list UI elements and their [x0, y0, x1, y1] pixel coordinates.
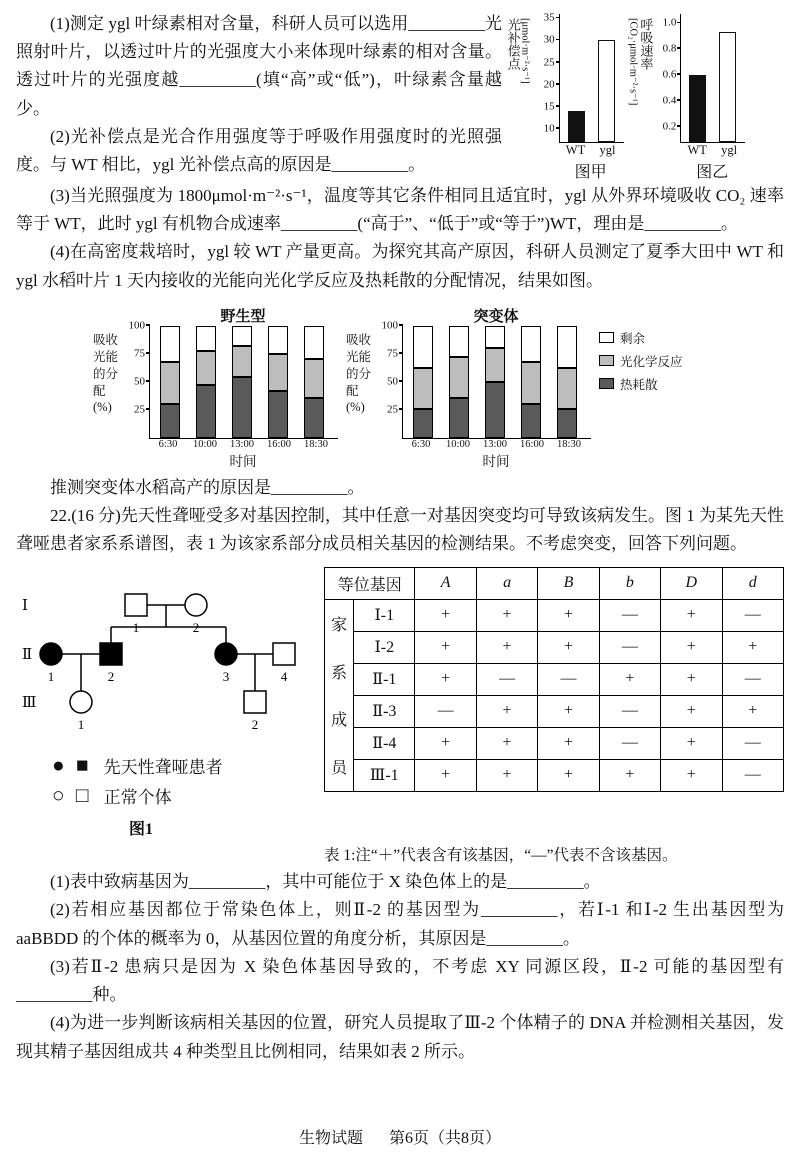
gene-mark: —	[415, 695, 476, 727]
q21-paragraph-2: (2)光补偿点是光合作用强度等于呼吸作用强度时的光照强度。与 WT 相比，ygl 光补偿点高的原因是_________。	[16, 126, 502, 175]
member-number: 2	[251, 716, 259, 732]
plot-area	[662, 14, 745, 143]
pedigree-member-Ⅰ-2	[185, 594, 207, 616]
legend-item	[599, 329, 707, 347]
legend-item	[599, 375, 707, 393]
pedigree-figure	[16, 567, 316, 839]
q22-question-2: (2)若相应基因都位于常染色体上，则Ⅱ-2 的基因型为_________，若Ⅰ-1 和Ⅰ-2 生出基因型为 aaBBDD 的个体的概率为 0，从基因位置的角度分析，其原因是_________。	[16, 900, 784, 948]
member-number: 1	[77, 716, 85, 732]
y-tick-label: 0.6	[662, 68, 677, 81]
member-number: 1	[132, 619, 140, 635]
y-tick-label: 75	[387, 347, 398, 360]
y-tick-mark	[556, 61, 560, 63]
page-footer	[0, 1125, 800, 1148]
x-axis-title: 时间	[229, 453, 257, 469]
y-axis-label: 吸收光能的分配(%)	[346, 332, 372, 415]
x-axis-labels	[149, 439, 337, 450]
member-number: 2	[192, 619, 200, 635]
y-tick-mark	[399, 408, 403, 410]
q22-intro: 22.(16 分)先天性聋哑受多对基因控制，其中任意一对基因突变均可导致该病发生。图 1 为某先天性聋哑患者家系系谱图，表 1 为该家系部分成员相关基因的检测结果。不考虑突变，回答下列问题。	[16, 506, 784, 554]
y-axis-unit: [μmol·m⁻²·s⁻¹]	[519, 18, 531, 84]
gene-mark: +	[415, 727, 476, 759]
y-tick-label: 10	[543, 122, 555, 135]
y-axis-unit: [CO₂·μmol·m⁻²·s⁻¹]	[627, 18, 639, 106]
plot-area	[128, 319, 338, 439]
plot-area	[381, 319, 591, 439]
stacked-segment-光化学反应	[304, 359, 324, 397]
y-tick-mark	[556, 105, 560, 107]
gene-mark: —	[599, 695, 660, 727]
plot-column	[652, 14, 745, 182]
stacked-segment-光化学反应	[521, 362, 541, 405]
gene-mark: +	[538, 695, 599, 727]
pedigree-member-Ⅰ-1	[125, 594, 147, 616]
member-id: Ⅱ-4	[354, 727, 415, 759]
y-tick-mark	[146, 324, 150, 326]
chart-title: 突变体	[473, 308, 519, 325]
y-tick-label: 0.8	[662, 42, 677, 55]
legend-label: 剩余	[620, 331, 646, 346]
gene-detection-table	[324, 567, 784, 792]
table-header-allele: 等位基因	[325, 567, 415, 599]
x-tick-label: 10:00	[446, 438, 470, 450]
gene-mark: +	[538, 599, 599, 631]
x-axis-labels	[402, 439, 590, 450]
member-number: 3	[222, 668, 230, 684]
chart-body	[628, 14, 746, 182]
gene-mark: —	[476, 663, 537, 695]
question21-text-column	[16, 10, 506, 182]
stacked-segment-剩余	[196, 326, 216, 351]
q21-paragraph-4: (4)在高密度栽培时，ygl 较 WT 产量更高。为探究其高产原因，科研人员测定了夏季大田中 WT 和 ygl 水稻叶片 1 天内接收的光能向光化学反应及热耗散的分配情况，结果如图。	[16, 242, 784, 290]
y-tick-label: 100	[128, 319, 145, 332]
footer-page-number: 第6页（共8页）	[389, 1130, 502, 1147]
x-tick-label: 10:00	[193, 438, 217, 450]
gene-mark: —	[722, 599, 784, 631]
table-row	[325, 759, 784, 791]
gene-mark: +	[415, 759, 476, 791]
y-tick-mark	[399, 352, 403, 354]
chart-caption: 图乙	[696, 164, 729, 181]
stacked-segment-热耗散	[304, 398, 324, 438]
data-bar-WT	[689, 75, 706, 142]
gene-mark: +	[476, 631, 537, 663]
member-id: Ⅰ-1	[354, 599, 415, 631]
stacked-segment-光化学反应	[485, 348, 505, 382]
y-tick-label: 20	[543, 78, 555, 91]
x-axis-labels	[680, 143, 744, 158]
gene-mark: +	[661, 663, 722, 695]
chart-body	[346, 319, 591, 439]
table1-note: 表 1:注“＋”代表含有该基因，“—”代表不含该基因。	[324, 846, 678, 864]
stacked-segment-光化学反应	[160, 362, 180, 405]
y-tick-mark	[556, 39, 560, 41]
y-tick-mark	[556, 83, 560, 85]
chart-legend	[599, 305, 707, 470]
stacked-segment-剩余	[449, 326, 469, 357]
pedigree-legend	[52, 753, 316, 808]
legend-swatch	[599, 332, 614, 343]
stacked-segment-光化学反应	[196, 351, 216, 386]
y-tick-label: 50	[387, 375, 398, 388]
q21-paragraph-1: (1)测定 ygl 叶绿素相对含量，科研人员可以选用_________光照射叶片，以透过叶片的光强度大小来体现叶绿素的相对含量。透过叶片的光强度越_________(填“高”或“低”)，叶绿素含量越少。	[16, 14, 502, 118]
chart-mutant	[346, 305, 591, 470]
gene-mark: —	[722, 759, 784, 791]
pedigree-member-Ⅱ-4	[273, 643, 295, 665]
y-tick-label: 15	[543, 100, 555, 113]
stacked-segment-热耗散	[521, 404, 541, 438]
gene-mark: —	[599, 631, 660, 663]
gene-mark: +	[661, 599, 722, 631]
pedigree-legend-symbols: ● ■	[52, 752, 92, 777]
legend-item	[599, 352, 707, 370]
x-tick-label: ygl	[599, 143, 616, 157]
stacked-segment-光化学反应	[413, 368, 433, 408]
y-tick-label: 25	[543, 56, 555, 69]
gene-mark: +	[722, 695, 784, 727]
gene-mark: +	[415, 631, 476, 663]
member-id: Ⅱ-3	[354, 695, 415, 727]
pedigree-member-Ⅲ-1	[70, 691, 92, 713]
allele-column-d: d	[722, 567, 784, 599]
x-tick-label: 16:00	[267, 438, 291, 450]
pedigree-legend-label: 正常个体	[103, 787, 172, 807]
gene-mark: +	[476, 599, 537, 631]
y-tick-mark	[677, 73, 681, 75]
x-tick-label: WT	[687, 143, 707, 157]
stacked-segment-剩余	[557, 326, 577, 369]
plot-column	[531, 11, 624, 182]
footer-title: 生物试题	[298, 1130, 363, 1147]
q22-question-4: (4)为进一步判断该病相关基因的位置，研究人员提取了Ⅲ-2 个体精子的 DNA 并检测相关基因，发现其精子基因组成共 4 种类型且比例相同，结果如表 2 所示。	[16, 1013, 784, 1061]
gene-mark: —	[722, 727, 784, 759]
data-bar-ygl	[719, 32, 736, 142]
allele-column-b: b	[599, 567, 660, 599]
generation-label: Ⅰ	[22, 597, 28, 614]
table-row	[325, 727, 784, 759]
y-tick-label: 50	[134, 375, 145, 388]
stacked-segment-光化学反应	[449, 357, 469, 397]
y-tick-label: 1.0	[662, 16, 677, 29]
allele-column-A: A	[415, 567, 476, 599]
chart-body	[505, 11, 624, 182]
legend-label: 热耗散	[620, 377, 658, 392]
x-tick-label: 18:30	[304, 438, 328, 450]
y-tick-label: 75	[134, 347, 145, 360]
family-members-group-label	[325, 599, 354, 791]
x-tick-label: 13:00	[483, 438, 507, 450]
y-tick-mark	[677, 99, 681, 101]
x-axis-labels	[559, 143, 623, 158]
y-tick-label: 30	[543, 33, 555, 46]
gene-mark: +	[599, 663, 660, 695]
stacked-segment-剩余	[521, 326, 541, 362]
legend-swatch	[599, 355, 614, 366]
gene-mark: +	[538, 759, 599, 791]
x-axis-title: 时间	[482, 453, 510, 469]
stacked-segment-剩余	[232, 326, 252, 346]
gene-mark: —	[538, 663, 599, 695]
stacked-segment-热耗散	[196, 385, 216, 438]
gene-mark: —	[722, 663, 784, 695]
y-tick-label: 25	[387, 403, 398, 416]
pedigree-member-Ⅲ-2	[244, 691, 266, 713]
gene-mark: +	[661, 695, 722, 727]
pedigree-member-Ⅱ-2	[100, 643, 122, 665]
data-bar-ygl	[598, 40, 615, 142]
y-tick-label: 0.2	[662, 120, 677, 132]
table-row	[325, 599, 784, 631]
stacked-segment-热耗散	[449, 398, 469, 438]
q21-paragraph-3: (3)当光照强度为 1800μmol·m⁻²·s⁻¹，温度等其它条件相同且适宜时，ygl 从外界环境吸收 CO₂ 速率等于 WT，此时 ygl 有机物合成速率_________(“高于”、“低于”或“等于”)WT，理由是_________。	[16, 186, 784, 234]
pedigree-member-Ⅱ-3	[215, 643, 237, 665]
gene-mark: —	[599, 599, 660, 631]
y-tick-label: 100	[381, 319, 398, 332]
stacked-segment-光化学反应	[268, 354, 288, 391]
y-axis-label: 光补偿点	[505, 18, 521, 70]
member-id: Ⅲ-1	[354, 759, 415, 791]
chart-respiration-rate	[628, 14, 746, 182]
x-tick-label: ygl	[721, 143, 738, 157]
pedigree-caption: 图1	[128, 820, 153, 838]
gene-mark: +	[538, 631, 599, 663]
gene-mark: +	[661, 759, 722, 791]
x-tick-label: 6:30	[411, 438, 431, 450]
legend-label: 光化学反应	[620, 354, 683, 369]
gene-mark: +	[476, 759, 537, 791]
legend-swatch	[599, 378, 614, 389]
pedigree-legend-row	[52, 753, 316, 778]
chart-caption: 图甲	[574, 164, 607, 181]
table-row	[325, 631, 784, 663]
pedigree-legend-label: 先天性聋哑患者	[103, 757, 223, 777]
stacked-segment-热耗散	[232, 377, 252, 437]
member-id: Ⅱ-1	[354, 663, 415, 695]
stacked-segment-热耗散	[268, 391, 288, 438]
q22-question-1: (1)表中致病基因为_________，其中可能位于 X 染色体上的是_________。	[50, 872, 601, 892]
gene-table-block	[316, 567, 784, 839]
data-bar-WT	[568, 111, 585, 142]
pedigree-member-Ⅱ-1	[40, 643, 62, 665]
y-tick-label: 35	[543, 11, 555, 24]
gene-mark: +	[599, 759, 660, 791]
label-char: 成	[331, 712, 348, 730]
light-energy-distribution-charts	[16, 305, 784, 470]
y-tick-mark	[399, 380, 403, 382]
pedigree-legend-symbols: ○ □	[52, 782, 92, 807]
stacked-segment-热耗散	[485, 382, 505, 438]
chart-body	[93, 319, 338, 439]
stacked-segment-剩余	[413, 326, 433, 369]
y-tick-label: 0.4	[662, 94, 677, 107]
chart-wild-type	[93, 305, 338, 470]
y-tick-mark	[677, 22, 681, 24]
stacked-segment-剩余	[304, 326, 324, 360]
gene-mark: +	[476, 727, 537, 759]
plot-area	[543, 11, 624, 143]
gene-mark: +	[538, 727, 599, 759]
gene-mark: +	[476, 695, 537, 727]
gene-mark: +	[661, 631, 722, 663]
chart-light-compensation-point	[505, 11, 624, 182]
x-tick-label: WT	[565, 143, 586, 157]
gene-mark: +	[415, 663, 476, 695]
gene-mark: —	[599, 727, 660, 759]
x-tick-label: 18:30	[557, 438, 581, 450]
y-tick-mark	[556, 17, 560, 19]
y-tick-mark	[146, 408, 150, 410]
chart-title: 野生型	[220, 308, 266, 325]
y-tick-mark	[556, 127, 560, 129]
y-axis-label: 吸收光能的分配(%)	[93, 332, 119, 415]
stacked-segment-热耗散	[557, 409, 577, 438]
member-number: 2	[107, 668, 115, 684]
y-tick-mark	[146, 380, 150, 382]
stacked-segment-热耗散	[160, 404, 180, 438]
label-char: 家	[331, 616, 348, 634]
question21-top-section	[16, 10, 784, 182]
stacked-segment-热耗散	[413, 409, 433, 438]
allele-column-a: a	[476, 567, 537, 599]
y-tick-mark	[677, 125, 681, 127]
y-tick-mark	[399, 324, 403, 326]
y-tick-mark	[146, 352, 150, 354]
x-tick-label: 16:00	[520, 438, 544, 450]
member-number: 4	[280, 668, 288, 684]
allele-column-B: B	[538, 567, 599, 599]
y-tick-label: 25	[134, 403, 145, 416]
pedigree-legend-row	[52, 783, 316, 808]
gene-mark: +	[722, 631, 784, 663]
q21-conclusion: 推测突变体水稻高产的原因是_________。	[50, 477, 365, 497]
stacked-segment-剩余	[485, 326, 505, 348]
x-tick-label: 13:00	[230, 438, 254, 450]
generation-label: Ⅱ	[22, 646, 33, 663]
pedigree-and-table-section	[16, 567, 784, 839]
mini-bar-charts	[506, 10, 784, 182]
label-char: 系	[331, 664, 348, 682]
member-id: Ⅰ-2	[354, 631, 415, 663]
stacked-segment-光化学反应	[557, 368, 577, 408]
label-char: 员	[331, 760, 348, 778]
generation-label: Ⅲ	[22, 694, 37, 711]
stacked-segment-光化学反应	[232, 346, 252, 377]
q22-question-3: (3)若Ⅱ-2 患病只是因为 X 染色体基因导致的，不考虑 XY 同源区段，Ⅱ-2 可能的基因型有_________种。	[16, 956, 784, 1005]
gene-mark: +	[661, 727, 722, 759]
y-tick-mark	[677, 47, 681, 49]
x-tick-label: 6:30	[158, 438, 178, 450]
table-row	[325, 663, 784, 695]
member-number: 1	[47, 668, 55, 684]
y-axis-label: 呼吸速率	[638, 18, 654, 70]
pedigree-diagram	[16, 575, 306, 740]
gene-mark: +	[415, 599, 476, 631]
table-row	[325, 695, 784, 727]
family-members-label-text	[325, 600, 353, 791]
allele-column-D: D	[661, 567, 722, 599]
stacked-segment-剩余	[268, 326, 288, 354]
stacked-segment-剩余	[160, 326, 180, 362]
